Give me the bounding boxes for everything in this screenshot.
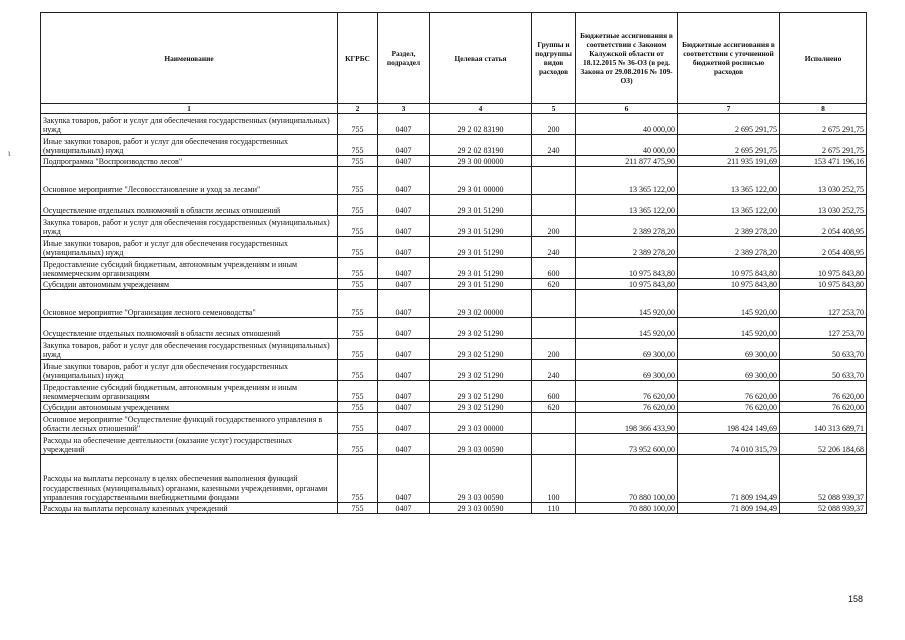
header-name: Наименование bbox=[41, 13, 338, 104]
cell-section: 0407 bbox=[378, 279, 430, 290]
cell-executed: 52 088 939,37 bbox=[780, 455, 867, 503]
column-index: 8 bbox=[780, 104, 867, 114]
cell-target: 29 3 01 51290 bbox=[430, 279, 532, 290]
cell-kgrbs: 755 bbox=[338, 216, 378, 237]
cell-group: 200 bbox=[532, 339, 576, 360]
cell-budget-law: 70 880 100,00 bbox=[576, 503, 678, 514]
table-row bbox=[41, 402, 867, 413]
table-row bbox=[41, 339, 867, 360]
cell-budget-law: 145 920,00 bbox=[576, 290, 678, 318]
cell-name: Иные закупки товаров, работ и услуг для обеспечения государственных (муниципальных) нужд bbox=[41, 135, 338, 156]
table-row bbox=[41, 135, 867, 156]
cell-executed: 13 030 252,75 bbox=[780, 195, 867, 216]
cell-section: 0407 bbox=[378, 381, 430, 402]
cell-section: 0407 bbox=[378, 318, 430, 339]
cell-budget-updated: 76 620,00 bbox=[678, 402, 780, 413]
header-section: Раздел, подраздел bbox=[378, 13, 430, 104]
cell-section: 0407 bbox=[378, 455, 430, 503]
cell-section: 0407 bbox=[378, 258, 430, 279]
cell-executed: 153 471 196,16 bbox=[780, 156, 867, 167]
cell-executed: 76 620,00 bbox=[780, 381, 867, 402]
cell-budget-updated: 13 365 122,00 bbox=[678, 167, 780, 195]
cell-budget-updated: 10 975 843,80 bbox=[678, 258, 780, 279]
cell-group bbox=[532, 413, 576, 434]
cell-kgrbs: 755 bbox=[338, 455, 378, 503]
cell-kgrbs: 755 bbox=[338, 195, 378, 216]
cell-name: Основное мероприятие "Лесовосстановление и уход за лесами" bbox=[41, 167, 338, 195]
table-row bbox=[41, 381, 867, 402]
cell-kgrbs: 755 bbox=[338, 339, 378, 360]
cell-executed: 76 620,00 bbox=[780, 402, 867, 413]
cell-budget-law: 211 877 475,90 bbox=[576, 156, 678, 167]
cell-group: 200 bbox=[532, 216, 576, 237]
cell-kgrbs: 755 bbox=[338, 135, 378, 156]
cell-kgrbs: 755 bbox=[338, 156, 378, 167]
header-kgrbs: КГРБС bbox=[338, 13, 378, 104]
cell-kgrbs: 755 bbox=[338, 279, 378, 290]
page-number: 158 bbox=[848, 594, 864, 604]
cell-target: 29 3 02 51290 bbox=[430, 402, 532, 413]
cell-kgrbs: 755 bbox=[338, 237, 378, 258]
cell-target: 29 3 01 51290 bbox=[430, 237, 532, 258]
header-budget-updated: Бюджетные ассигнования в соответствии с уточненной бюджетной росписью расходов bbox=[678, 13, 780, 104]
cell-group: 240 bbox=[532, 237, 576, 258]
cell-group bbox=[532, 318, 576, 339]
cell-budget-updated: 69 300,00 bbox=[678, 360, 780, 381]
cell-target: 29 3 03 00590 bbox=[430, 503, 532, 514]
table-row bbox=[41, 434, 867, 455]
cell-name: Иные закупки товаров, работ и услуг для обеспечения государственных (муниципальных) нужд bbox=[41, 360, 338, 381]
header-executed: Исполнено bbox=[780, 13, 867, 104]
cell-name: Закупка товаров, работ и услуг для обеспечения государственных (муниципальных) нужд bbox=[41, 216, 338, 237]
cell-kgrbs: 755 bbox=[338, 318, 378, 339]
table-row bbox=[41, 360, 867, 381]
cell-target: 29 3 00 00000 bbox=[430, 156, 532, 167]
cell-name: Субсидии автономным учреждениям bbox=[41, 279, 338, 290]
cell-section: 0407 bbox=[378, 413, 430, 434]
column-index-row bbox=[41, 104, 867, 114]
cell-target: 29 3 02 51290 bbox=[430, 318, 532, 339]
cell-group: 240 bbox=[532, 135, 576, 156]
cell-budget-updated: 76 620,00 bbox=[678, 381, 780, 402]
cell-target: 29 3 03 00000 bbox=[430, 413, 532, 434]
column-index: 4 bbox=[430, 104, 532, 114]
cell-executed: 10 975 843,80 bbox=[780, 258, 867, 279]
cell-kgrbs: 755 bbox=[338, 381, 378, 402]
cell-name: Предоставление субсидий бюджетным, автономным учреждениям и иным некоммерческим организациям bbox=[41, 381, 338, 402]
cell-group: 110 bbox=[532, 503, 576, 514]
cell-budget-law: 70 880 100,00 bbox=[576, 455, 678, 503]
cell-kgrbs: 755 bbox=[338, 360, 378, 381]
cell-budget-updated: 74 010 315,79 bbox=[678, 434, 780, 455]
header-groups: Группы и подгруппы видов расходов bbox=[532, 13, 576, 104]
table-body bbox=[41, 114, 867, 514]
cell-section: 0407 bbox=[378, 216, 430, 237]
cell-budget-law: 2 389 278,20 bbox=[576, 237, 678, 258]
table-row bbox=[41, 237, 867, 258]
cell-budget-law: 10 975 843,80 bbox=[576, 279, 678, 290]
cell-name: Осуществление отдельных полномочий в области лесных отношений bbox=[41, 195, 338, 216]
cell-section: 0407 bbox=[378, 237, 430, 258]
cell-section: 0407 bbox=[378, 402, 430, 413]
cell-kgrbs: 755 bbox=[338, 167, 378, 195]
cell-group bbox=[532, 195, 576, 216]
cell-budget-law: 145 920,00 bbox=[576, 318, 678, 339]
cell-executed: 2 054 408,95 bbox=[780, 216, 867, 237]
cell-section: 0407 bbox=[378, 339, 430, 360]
cell-name: Расходы на выплаты персоналу в целях обеспечения выполнения функций государственных (муниципальных) органами, казенными учреждениями, органами управления государственными внебюджетными фондами bbox=[41, 455, 338, 503]
cell-budget-law: 198 366 433,90 bbox=[576, 413, 678, 434]
cell-section: 0407 bbox=[378, 167, 430, 195]
cell-name: Закупка товаров, работ и услуг для обеспечения государственных (муниципальных) нужд bbox=[41, 114, 338, 135]
table-row bbox=[41, 279, 867, 290]
cell-budget-law: 69 300,00 bbox=[576, 339, 678, 360]
cell-kgrbs: 755 bbox=[338, 114, 378, 135]
cell-budget-law: 10 975 843,80 bbox=[576, 258, 678, 279]
cell-group: 600 bbox=[532, 258, 576, 279]
cell-budget-law: 76 620,00 bbox=[576, 381, 678, 402]
cell-executed: 2 675 291,75 bbox=[780, 114, 867, 135]
cell-budget-law: 40 000,00 bbox=[576, 114, 678, 135]
column-index: 2 bbox=[338, 104, 378, 114]
cell-name: Предоставление субсидий бюджетным, автономным учреждениям и иным некоммерческим организациям bbox=[41, 258, 338, 279]
cell-budget-law: 2 389 278,20 bbox=[576, 216, 678, 237]
budget-execution-table bbox=[40, 12, 867, 514]
cell-section: 0407 bbox=[378, 195, 430, 216]
table-row bbox=[41, 114, 867, 135]
cell-executed: 50 633,70 bbox=[780, 339, 867, 360]
header-row bbox=[41, 13, 867, 104]
table-row bbox=[41, 156, 867, 167]
cell-budget-updated: 145 920,00 bbox=[678, 318, 780, 339]
column-index: 5 bbox=[532, 104, 576, 114]
cell-executed: 50 633,70 bbox=[780, 360, 867, 381]
cell-group bbox=[532, 290, 576, 318]
cell-name: Осуществление отдельных полномочий в области лесных отношений bbox=[41, 318, 338, 339]
cell-target: 29 3 03 00590 bbox=[430, 434, 532, 455]
cell-section: 0407 bbox=[378, 360, 430, 381]
cell-group bbox=[532, 156, 576, 167]
cell-executed: 52 206 184,68 bbox=[780, 434, 867, 455]
cell-executed: 140 313 689,71 bbox=[780, 413, 867, 434]
cell-target: 29 3 02 00000 bbox=[430, 290, 532, 318]
cell-name: Расходы на выплаты персоналу казенных учреждений bbox=[41, 503, 338, 514]
cell-group: 620 bbox=[532, 279, 576, 290]
cell-group bbox=[532, 167, 576, 195]
table-row bbox=[41, 167, 867, 195]
cell-budget-updated: 2 695 291,75 bbox=[678, 135, 780, 156]
cell-target: 29 3 02 51290 bbox=[430, 360, 532, 381]
cell-budget-updated: 2 389 278,20 bbox=[678, 216, 780, 237]
cell-name: Основное мероприятие "Осуществление функций государственного управления в области лесных отношений" bbox=[41, 413, 338, 434]
cell-executed: 52 088 939,37 bbox=[780, 503, 867, 514]
cell-section: 0407 bbox=[378, 503, 430, 514]
cell-target: 29 3 01 51290 bbox=[430, 216, 532, 237]
column-index: 7 bbox=[678, 104, 780, 114]
table-row bbox=[41, 503, 867, 514]
table-row bbox=[41, 195, 867, 216]
column-index: 3 bbox=[378, 104, 430, 114]
cell-budget-updated: 145 920,00 bbox=[678, 290, 780, 318]
cell-group: 620 bbox=[532, 402, 576, 413]
table-row bbox=[41, 455, 867, 503]
cell-name: Субсидии автономным учреждениям bbox=[41, 402, 338, 413]
cell-budget-updated: 211 935 191,69 bbox=[678, 156, 780, 167]
cell-target: 29 3 02 51290 bbox=[430, 381, 532, 402]
column-index: 6 bbox=[576, 104, 678, 114]
cell-budget-updated: 71 809 194,49 bbox=[678, 503, 780, 514]
cell-kgrbs: 755 bbox=[338, 402, 378, 413]
table-row bbox=[41, 216, 867, 237]
cell-kgrbs: 755 bbox=[338, 258, 378, 279]
cell-name: Подпрограмма "Воспроизводство лесов" bbox=[41, 156, 338, 167]
cell-executed: 13 030 252,75 bbox=[780, 167, 867, 195]
cell-name: Закупка товаров, работ и услуг для обеспечения государственных (муниципальных) нужд bbox=[41, 339, 338, 360]
cell-budget-updated: 13 365 122,00 bbox=[678, 195, 780, 216]
cell-section: 0407 bbox=[378, 135, 430, 156]
cell-target: 29 3 01 51290 bbox=[430, 258, 532, 279]
cell-group: 100 bbox=[532, 455, 576, 503]
cell-executed: 2 054 408,95 bbox=[780, 237, 867, 258]
cell-budget-updated: 2 695 291,75 bbox=[678, 114, 780, 135]
cell-target: 29 3 01 00000 bbox=[430, 167, 532, 195]
cell-kgrbs: 755 bbox=[338, 290, 378, 318]
table-row bbox=[41, 318, 867, 339]
cell-target: 29 3 01 51290 bbox=[430, 195, 532, 216]
margin-mark: ι bbox=[8, 148, 11, 158]
cell-target: 29 3 02 51290 bbox=[430, 339, 532, 360]
cell-budget-law: 73 952 600,00 bbox=[576, 434, 678, 455]
table-row bbox=[41, 258, 867, 279]
cell-section: 0407 bbox=[378, 434, 430, 455]
budget-table-sheet bbox=[40, 12, 866, 514]
cell-budget-law: 13 365 122,00 bbox=[576, 195, 678, 216]
cell-executed: 127 253,70 bbox=[780, 290, 867, 318]
cell-kgrbs: 755 bbox=[338, 434, 378, 455]
column-index: 1 bbox=[41, 104, 338, 114]
cell-target: 29 2 02 83190 bbox=[430, 135, 532, 156]
cell-section: 0407 bbox=[378, 290, 430, 318]
cell-executed: 127 253,70 bbox=[780, 318, 867, 339]
table-row bbox=[41, 290, 867, 318]
cell-target: 29 2 02 83190 bbox=[430, 114, 532, 135]
cell-budget-updated: 69 300,00 bbox=[678, 339, 780, 360]
cell-group: 600 bbox=[532, 381, 576, 402]
cell-section: 0407 bbox=[378, 156, 430, 167]
cell-budget-updated: 71 809 194,49 bbox=[678, 455, 780, 503]
cell-budget-law: 40 000,00 bbox=[576, 135, 678, 156]
cell-budget-law: 13 365 122,00 bbox=[576, 167, 678, 195]
cell-budget-updated: 198 424 149,69 bbox=[678, 413, 780, 434]
cell-group: 200 bbox=[532, 114, 576, 135]
cell-name: Расходы на обеспечение деятельности (оказание услуг) государственных учреждений bbox=[41, 434, 338, 455]
cell-budget-updated: 2 389 278,20 bbox=[678, 237, 780, 258]
cell-group: 240 bbox=[532, 360, 576, 381]
header-budget-law: Бюджетные ассигнования в соответствии с Законом Калужской области от 18.12.2015 № 36-ОЗ (в ред. Закона от 29.08.2016 № 109-ОЗ) bbox=[576, 13, 678, 104]
cell-name: Иные закупки товаров, работ и услуг для обеспечения государственных (муниципальных) нужд bbox=[41, 237, 338, 258]
cell-target: 29 3 03 00590 bbox=[430, 455, 532, 503]
cell-section: 0407 bbox=[378, 114, 430, 135]
cell-budget-updated: 10 975 843,80 bbox=[678, 279, 780, 290]
header-target: Целевая статья bbox=[430, 13, 532, 104]
table-row bbox=[41, 413, 867, 434]
cell-kgrbs: 755 bbox=[338, 503, 378, 514]
cell-executed: 10 975 843,80 bbox=[780, 279, 867, 290]
cell-executed: 2 675 291,75 bbox=[780, 135, 867, 156]
cell-budget-law: 69 300,00 bbox=[576, 360, 678, 381]
cell-budget-law: 76 620,00 bbox=[576, 402, 678, 413]
cell-group bbox=[532, 434, 576, 455]
cell-kgrbs: 755 bbox=[338, 413, 378, 434]
cell-name: Основное мероприятие "Организация лесного семеноводства" bbox=[41, 290, 338, 318]
